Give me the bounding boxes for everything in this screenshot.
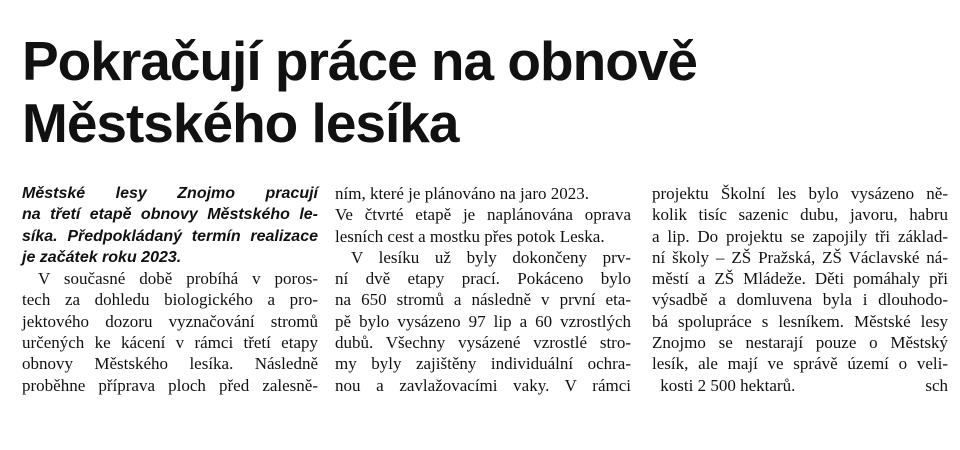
text-line: lesních cest a mostku přes potok Leska.: [335, 226, 605, 246]
text-line: bá spolupráce s lesníkem. Městské lesy: [652, 311, 948, 331]
text-line: na 650 stromů a následně v první eta-: [335, 290, 631, 310]
text-line: Ve čtvrté etapě je naplánována oprava: [335, 205, 631, 225]
text-line: [652, 375, 948, 396]
text-line: určených ke kácení v rámci třetí etapy: [22, 333, 318, 353]
text-line: lesík, ale mají ve správě území o veli-: [652, 354, 948, 374]
continued-text-fragment: sch: [925, 375, 948, 395]
text-line: jektového dozoru vyznačování stromů: [22, 311, 318, 331]
text-line: dubů. Všechny vysázené vzrostlé stro-: [335, 333, 631, 353]
text-line: městí a ZŠ Mládeže. Děti pomáhaly při: [652, 269, 948, 289]
text-line: obnovy Městského lesíka. Následně: [22, 354, 318, 374]
text-line: kolik tisíc sazenic dubu, javoru, habru: [652, 205, 948, 225]
text-line: Znojmo se nestarají pouze o Městský: [652, 333, 948, 353]
text-line: výsadbě a domluvena byla i dlouhodo-: [652, 290, 948, 310]
text-line: V lesíku už byly dokončeny prv-: [351, 247, 631, 267]
headline-line-2: Městského lesíka: [22, 92, 459, 154]
text-line: a lip. Do projektu se zapojily tři základ-: [652, 226, 948, 246]
text-line: na třetí etapě obnovy Městského le-: [22, 206, 318, 224]
text-line: proběhne příprava ploch před zalesně-: [22, 375, 318, 395]
article-headline: [22, 30, 952, 154]
text-line: pě bylo vysázeno 97 lip a 60 vzrostlých: [335, 311, 631, 331]
headline-line-1: Pokračují práce na obnově: [22, 30, 697, 92]
text-line: je začátek roku 2023.: [22, 248, 182, 266]
text-line-content: kosti 2 500 hektarů.: [660, 375, 796, 395]
text-line: ní školy – ZŠ Pražská, ZŠ Václavské ná-: [652, 247, 948, 267]
text-line: projektu Školní les bylo vysázeno ně-: [652, 184, 948, 203]
text-column-2: [335, 183, 631, 396]
text-column-3: [652, 183, 948, 396]
text-line: Městské lesy Znojmo pracují: [22, 185, 318, 202]
text-line: ní dvě etapy prací. Pokáceno bylo: [335, 269, 631, 289]
text-line: tech za dohledu biologického a pro-: [22, 290, 318, 310]
text-line: V současné době probíhá v poros-: [38, 269, 318, 289]
text-column-1: [22, 183, 318, 396]
text-line: my byly zajištěny individuální ochra-: [335, 354, 631, 374]
text-line: nou a zavlažovacími vaky. V rámci: [335, 375, 631, 395]
text-line: ním, které je plánováno na jaro 2023.: [335, 184, 589, 203]
text-line: síka. Předpokládaný termín realizace: [22, 227, 318, 245]
